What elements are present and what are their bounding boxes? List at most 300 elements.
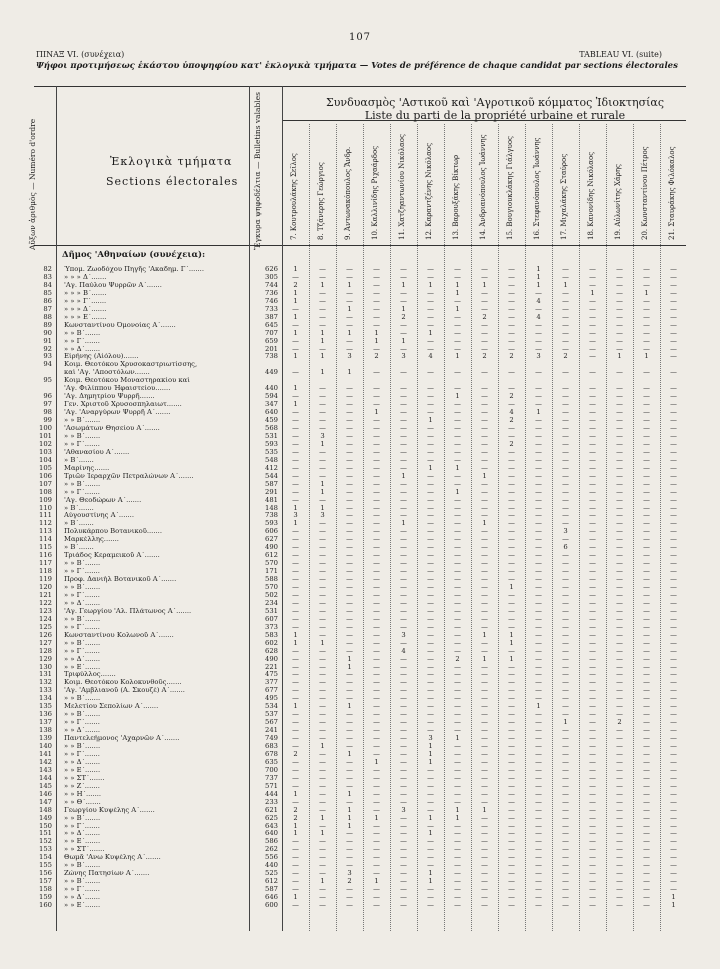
vote-cell: — bbox=[292, 336, 299, 345]
vote-cell: 1 bbox=[347, 368, 352, 377]
vote-cell: — bbox=[508, 320, 515, 329]
vote-cell: 1 bbox=[320, 742, 325, 750]
vote-cell: — bbox=[589, 757, 596, 766]
vote-cell: — bbox=[481, 702, 488, 711]
vote-cell: — bbox=[562, 797, 569, 806]
vote-cell: — bbox=[535, 821, 542, 830]
vote-cell: — bbox=[400, 845, 407, 854]
vote-cell: — bbox=[319, 853, 326, 862]
vote-cell: — bbox=[481, 479, 488, 488]
vote-cell: — bbox=[346, 765, 353, 774]
vote-cell: 1 bbox=[428, 328, 433, 337]
row-number: 129 bbox=[39, 654, 52, 663]
vote-cell: — bbox=[535, 336, 542, 345]
section-label: Τριάδος Κεραμεικοῦ Α΄....... bbox=[64, 552, 160, 560]
valid-ballots-value: 738 bbox=[265, 511, 278, 520]
vote-cell: — bbox=[589, 789, 596, 798]
vote-cell: — bbox=[562, 400, 569, 409]
vote-cell: — bbox=[427, 487, 434, 496]
vote-cell: — bbox=[373, 845, 380, 854]
vote-cell: — bbox=[562, 789, 569, 798]
valid-ballots-value: 531 bbox=[265, 431, 278, 440]
vote-cell: 1 bbox=[320, 280, 325, 289]
vote-cell: — bbox=[427, 670, 434, 679]
valid-ballots-value: 737 bbox=[265, 773, 278, 782]
vote-cell: — bbox=[400, 424, 407, 432]
vote-cell: — bbox=[670, 471, 677, 480]
vote-cell: — bbox=[562, 503, 569, 512]
vote-cell: — bbox=[373, 495, 380, 504]
table-row bbox=[0, 743, 720, 751]
vote-cell: — bbox=[643, 368, 650, 377]
vote-cell: — bbox=[535, 726, 542, 735]
vote-cell: — bbox=[616, 328, 623, 337]
vote-cell: — bbox=[643, 320, 650, 329]
vote-cell: — bbox=[292, 344, 299, 353]
vote-cell: — bbox=[616, 424, 623, 432]
vote-cell: — bbox=[616, 312, 623, 321]
vote-cell: 1 bbox=[320, 352, 325, 361]
vote-cell: — bbox=[454, 742, 461, 750]
vote-cell: — bbox=[292, 320, 299, 329]
vote-cell: — bbox=[643, 272, 650, 281]
vote-cell: — bbox=[535, 447, 542, 456]
municipality-heading: Δῆμος 'Αθηναίων (συνέχεια): bbox=[62, 250, 206, 260]
vote-cell: — bbox=[346, 535, 353, 544]
vote-cell: — bbox=[562, 272, 569, 281]
table-row bbox=[0, 862, 720, 870]
vote-cell: — bbox=[292, 861, 299, 870]
vote-cell: — bbox=[481, 320, 488, 329]
vote-cell: — bbox=[373, 789, 380, 798]
vote-cell: — bbox=[346, 487, 353, 496]
vote-cell: — bbox=[400, 662, 407, 671]
vote-cell: — bbox=[319, 901, 326, 909]
vote-cell: — bbox=[508, 487, 515, 496]
vote-cell: — bbox=[346, 344, 353, 353]
vote-cell: — bbox=[454, 551, 461, 560]
valid-ballots-value: 201 bbox=[265, 344, 278, 353]
table-row bbox=[0, 314, 720, 322]
header-bottom-rule bbox=[34, 245, 686, 246]
vote-cell: — bbox=[589, 710, 596, 719]
row-number: 91 bbox=[43, 336, 52, 345]
vote-cell: — bbox=[562, 455, 569, 464]
vote-cell: — bbox=[589, 805, 596, 814]
vote-cell: — bbox=[400, 567, 407, 576]
section-label: » » Γ΄....... bbox=[64, 337, 100, 345]
row-number: 99 bbox=[43, 416, 52, 425]
vote-cell: — bbox=[616, 749, 623, 758]
valid-ballots-value: 534 bbox=[265, 702, 278, 711]
vote-cell: — bbox=[616, 670, 623, 679]
vote-cell: 4 bbox=[536, 296, 541, 305]
vote-cell: — bbox=[292, 424, 299, 432]
table-row bbox=[0, 473, 720, 481]
vote-cell: — bbox=[670, 463, 677, 472]
vote-cell: — bbox=[562, 749, 569, 758]
vote-cell: 1 bbox=[320, 813, 325, 822]
vote-cell: — bbox=[643, 606, 650, 615]
vote-cell: — bbox=[400, 320, 407, 329]
vote-cell: — bbox=[373, 885, 380, 894]
vote-cell: — bbox=[670, 272, 677, 281]
vote-cell: 1 bbox=[293, 519, 298, 528]
vote-cell: — bbox=[670, 829, 677, 838]
vote-cell: — bbox=[481, 893, 488, 902]
vote-cell: — bbox=[535, 813, 542, 822]
valid-ballots-value: 593 bbox=[265, 439, 278, 448]
vote-cell: — bbox=[319, 288, 326, 297]
vote-cell: — bbox=[643, 694, 650, 703]
vote-cell: — bbox=[346, 312, 353, 321]
table-row bbox=[0, 902, 720, 910]
vote-cell: — bbox=[616, 821, 623, 830]
vote-cell: — bbox=[292, 797, 299, 806]
vote-cell: — bbox=[427, 654, 434, 663]
vote-cell: — bbox=[454, 773, 461, 782]
row-number: 109 bbox=[39, 495, 52, 504]
valid-ballots-value: 738 bbox=[265, 352, 278, 361]
vote-cell: — bbox=[589, 384, 596, 393]
table-row bbox=[0, 393, 720, 401]
vote-cell: — bbox=[400, 265, 407, 273]
vote-cell: — bbox=[535, 638, 542, 647]
vote-cell: — bbox=[670, 519, 677, 528]
row-number: 88 bbox=[43, 312, 52, 321]
vote-cell: — bbox=[643, 877, 650, 886]
vote-cell: — bbox=[481, 726, 488, 735]
section-label: » » Γ΄....... bbox=[64, 647, 100, 655]
vote-cell: — bbox=[481, 749, 488, 758]
vote-cell: — bbox=[562, 742, 569, 750]
vote-cell: — bbox=[589, 845, 596, 854]
vote-cell: 1 bbox=[509, 583, 514, 591]
vote-cell: — bbox=[562, 511, 569, 520]
vote-cell: — bbox=[481, 495, 488, 504]
vote-cell: — bbox=[292, 710, 299, 719]
vote-cell: — bbox=[292, 686, 299, 695]
vote-cell: — bbox=[589, 869, 596, 878]
vote-cell: — bbox=[400, 503, 407, 512]
vote-cell: — bbox=[643, 384, 650, 393]
vote-cell: — bbox=[616, 686, 623, 695]
valid-ballots-value: 531 bbox=[265, 606, 278, 615]
vote-cell: — bbox=[508, 288, 515, 297]
vote-cell: — bbox=[454, 781, 461, 790]
vote-cell: — bbox=[400, 463, 407, 472]
vote-cell: — bbox=[643, 893, 650, 902]
vote-cell: — bbox=[562, 424, 569, 432]
vote-cell: — bbox=[562, 296, 569, 305]
vote-cell: — bbox=[454, 845, 461, 854]
vote-cell: 1 bbox=[428, 757, 433, 766]
vote-cell: — bbox=[427, 511, 434, 520]
vote-cell: — bbox=[292, 869, 299, 878]
vote-cell: 1 bbox=[536, 272, 541, 281]
vote-cell: — bbox=[535, 583, 542, 591]
table-row bbox=[0, 322, 720, 330]
vote-cell: — bbox=[643, 702, 650, 711]
valid-ballots-value: 607 bbox=[265, 614, 278, 623]
vote-cell: — bbox=[589, 885, 596, 894]
vote-cell: — bbox=[535, 368, 542, 377]
vote-cell: 3 bbox=[563, 527, 568, 536]
vote-cell: — bbox=[643, 328, 650, 337]
vote-cell: — bbox=[292, 447, 299, 456]
vote-cell: — bbox=[643, 535, 650, 544]
vote-cell: — bbox=[292, 575, 299, 584]
section-label: » » ΣΤ΄....... bbox=[64, 774, 105, 782]
vote-cell: — bbox=[427, 583, 434, 591]
valid-ballots-value: 570 bbox=[265, 583, 278, 591]
vote-cell: — bbox=[616, 344, 623, 353]
vote-cell: 4 bbox=[509, 408, 514, 417]
vote-cell: — bbox=[427, 503, 434, 512]
vote-cell: — bbox=[616, 336, 623, 345]
vote-cell: — bbox=[643, 519, 650, 528]
section-label: 'Αγ. 'Αμβλιανοῦ (Α. Σκουζέ) Α΄....... bbox=[64, 687, 185, 695]
vote-cell: — bbox=[427, 773, 434, 782]
vote-cell: — bbox=[589, 352, 596, 361]
row-number: 141 bbox=[39, 749, 52, 758]
vote-cell: — bbox=[481, 853, 488, 862]
vote-cell: — bbox=[454, 265, 461, 273]
vote-cell: — bbox=[643, 757, 650, 766]
vote-cell: — bbox=[670, 726, 677, 735]
row-number: 83 bbox=[43, 272, 52, 281]
vote-cell: — bbox=[481, 543, 488, 552]
row-number: 108 bbox=[39, 487, 52, 496]
vote-cell: — bbox=[373, 463, 380, 472]
valid-ballots-value: 677 bbox=[265, 686, 278, 695]
vote-cell: — bbox=[319, 265, 326, 273]
vote-cell: — bbox=[535, 718, 542, 727]
vote-cell: — bbox=[670, 567, 677, 576]
vote-cell: — bbox=[454, 797, 461, 806]
vote-cell: — bbox=[589, 630, 596, 639]
vote-cell: — bbox=[481, 797, 488, 806]
vote-cell: — bbox=[454, 662, 461, 671]
vote-cell: — bbox=[535, 519, 542, 528]
vote-cell: — bbox=[562, 805, 569, 814]
vote-cell: — bbox=[535, 837, 542, 846]
vote-cell: — bbox=[589, 749, 596, 758]
vote-cell: — bbox=[481, 829, 488, 838]
vote-cell: — bbox=[643, 503, 650, 512]
vote-cell: — bbox=[616, 479, 623, 488]
vote-cell: — bbox=[427, 726, 434, 735]
vote-cell: — bbox=[427, 551, 434, 560]
vote-cell: — bbox=[319, 734, 326, 743]
vote-cell: — bbox=[481, 304, 488, 313]
vote-cell: — bbox=[643, 805, 650, 814]
vote-cell: — bbox=[508, 869, 515, 878]
section-label: » » Δ΄....... bbox=[64, 758, 101, 766]
vote-cell: — bbox=[292, 694, 299, 703]
row-number: 160 bbox=[39, 901, 52, 909]
vote-cell: — bbox=[616, 781, 623, 790]
vote-cell: — bbox=[535, 646, 542, 655]
section-label: Αὐγουστίνης Α΄....... bbox=[64, 512, 134, 520]
table-row bbox=[0, 512, 720, 520]
vote-cell: — bbox=[616, 400, 623, 409]
vote-cell: — bbox=[535, 535, 542, 544]
vote-cell: — bbox=[319, 630, 326, 639]
vote-cell: — bbox=[454, 527, 461, 536]
valid-ballots-value: 621 bbox=[265, 805, 278, 814]
vote-cell: — bbox=[454, 757, 461, 766]
vote-cell: — bbox=[427, 384, 434, 393]
valid-ballots-value: 683 bbox=[265, 742, 278, 750]
vote-cell: — bbox=[346, 495, 353, 504]
vote-cell: — bbox=[616, 757, 623, 766]
row-number: 98 bbox=[43, 408, 52, 417]
vote-cell: — bbox=[346, 575, 353, 584]
section-label: » » Γ΄....... bbox=[64, 488, 100, 496]
vote-cell: — bbox=[427, 368, 434, 377]
vote-cell: — bbox=[454, 312, 461, 321]
vote-cell: — bbox=[373, 598, 380, 607]
vote-cell: — bbox=[427, 543, 434, 552]
table-row bbox=[0, 711, 720, 719]
vote-cell: — bbox=[535, 789, 542, 798]
valid-ballots-value: 587 bbox=[265, 479, 278, 488]
vote-cell: — bbox=[481, 368, 488, 377]
row-number: 100 bbox=[39, 424, 52, 432]
table-row bbox=[0, 830, 720, 838]
valid-ballots-value: 373 bbox=[265, 622, 278, 631]
vote-cell: — bbox=[454, 328, 461, 337]
vote-cell: — bbox=[589, 829, 596, 838]
vote-cell: — bbox=[346, 543, 353, 552]
table-row bbox=[0, 735, 720, 743]
vote-cell: — bbox=[616, 288, 623, 297]
table-row bbox=[0, 783, 720, 791]
vote-cell: — bbox=[427, 638, 434, 647]
section-label: » » » Β΄....... bbox=[64, 289, 107, 297]
vote-cell: 1 bbox=[428, 742, 433, 750]
vote-cell: — bbox=[643, 424, 650, 432]
vote-cell: — bbox=[346, 606, 353, 615]
vote-cell: — bbox=[427, 662, 434, 671]
vote-cell: — bbox=[643, 583, 650, 591]
vote-cell: — bbox=[481, 575, 488, 584]
candidate-header: 21. Σταυράκης Φιλόκαλος bbox=[668, 146, 676, 240]
vote-cell: — bbox=[346, 288, 353, 297]
vote-cell: — bbox=[454, 789, 461, 798]
vote-cell: — bbox=[400, 598, 407, 607]
vote-cell: — bbox=[481, 598, 488, 607]
vote-cell: — bbox=[427, 606, 434, 615]
vote-cell: — bbox=[292, 527, 299, 536]
vote-cell: 1 bbox=[347, 662, 352, 671]
valid-ballots-value: 440 bbox=[265, 861, 278, 870]
vote-cell: — bbox=[616, 622, 623, 631]
candidate-header: 12. Καραντζένης Νικόλαος bbox=[425, 142, 433, 240]
row-number: 121 bbox=[39, 590, 52, 599]
table-row bbox=[0, 807, 720, 815]
vote-cell: — bbox=[427, 837, 434, 846]
vote-cell: — bbox=[508, 280, 515, 289]
vote-cell: 1 bbox=[671, 901, 676, 909]
vote-cell: — bbox=[508, 519, 515, 528]
row-number: 139 bbox=[39, 734, 52, 743]
vote-cell: — bbox=[400, 638, 407, 647]
table-subtitle: Ψήφοι προτιμήσεως ἑκάστου ὑποψηφίου κατ' ἐκλογικὰ τμήματα — Votes de préférence de chaque candidat par sections électorales bbox=[36, 61, 678, 71]
vote-cell: 1 bbox=[347, 702, 352, 711]
vote-cell: — bbox=[562, 583, 569, 591]
vote-cell: — bbox=[670, 590, 677, 599]
vote-cell: — bbox=[616, 272, 623, 281]
vote-cell: — bbox=[319, 416, 326, 425]
vote-cell: — bbox=[373, 527, 380, 536]
vote-cell: — bbox=[508, 567, 515, 576]
vote-cell: — bbox=[373, 654, 380, 663]
vote-cell: — bbox=[670, 646, 677, 655]
vote-cell: — bbox=[508, 598, 515, 607]
vote-cell: — bbox=[400, 328, 407, 337]
vote-cell: — bbox=[292, 877, 299, 886]
vote-cell: 1 bbox=[293, 821, 298, 830]
vote-cell: — bbox=[670, 551, 677, 560]
vote-cell: — bbox=[373, 742, 380, 750]
vote-cell: — bbox=[346, 583, 353, 591]
vote-cell: 1 bbox=[617, 352, 622, 361]
vote-cell: — bbox=[319, 845, 326, 854]
row-number: 140 bbox=[39, 742, 52, 750]
vote-cell: — bbox=[589, 487, 596, 496]
vote-cell: — bbox=[427, 400, 434, 409]
vote-cell: — bbox=[481, 463, 488, 472]
vote-cell: — bbox=[319, 789, 326, 798]
vote-cell: — bbox=[616, 678, 623, 687]
section-label: » » Δ΄....... bbox=[64, 727, 101, 735]
vote-cell: — bbox=[589, 877, 596, 886]
vote-cell: — bbox=[643, 312, 650, 321]
vote-cell: — bbox=[670, 511, 677, 520]
vote-cell: — bbox=[481, 455, 488, 464]
vote-cell: 2 bbox=[509, 439, 514, 448]
vote-cell: 1 bbox=[455, 734, 460, 743]
vote-cell: — bbox=[616, 702, 623, 711]
vote-cell: 1 bbox=[347, 749, 352, 758]
section-label: » » Β΄....... bbox=[64, 695, 101, 703]
row-number: 157 bbox=[39, 877, 52, 886]
section-label: Τριῶν Ἱεραρχῶν Πετραλώνων Α΄....... bbox=[64, 472, 194, 480]
vote-cell: — bbox=[373, 861, 380, 870]
vote-cell: — bbox=[319, 797, 326, 806]
vote-cell: — bbox=[373, 344, 380, 353]
top-rule bbox=[34, 86, 686, 87]
section-label: » » Δ΄....... bbox=[64, 345, 101, 353]
vote-cell: — bbox=[481, 400, 488, 409]
vote-cell: — bbox=[373, 384, 380, 393]
vote-cell: 1 bbox=[320, 439, 325, 448]
section-label: » » Γ΄....... bbox=[64, 568, 100, 576]
vote-cell: — bbox=[346, 519, 353, 528]
vote-cell: — bbox=[616, 368, 623, 377]
vote-cell: — bbox=[589, 694, 596, 703]
vote-cell: — bbox=[346, 726, 353, 735]
section-label: 'Αγ. Παύλου Ψυρρῶν Α΄....... bbox=[64, 281, 162, 289]
vote-cell: — bbox=[508, 328, 515, 337]
section-label: 'Αθανασίου Α΄....... bbox=[64, 448, 130, 456]
vote-cell: — bbox=[508, 845, 515, 854]
vote-cell: — bbox=[616, 487, 623, 496]
table-row bbox=[0, 338, 720, 346]
vote-cell: — bbox=[427, 901, 434, 909]
